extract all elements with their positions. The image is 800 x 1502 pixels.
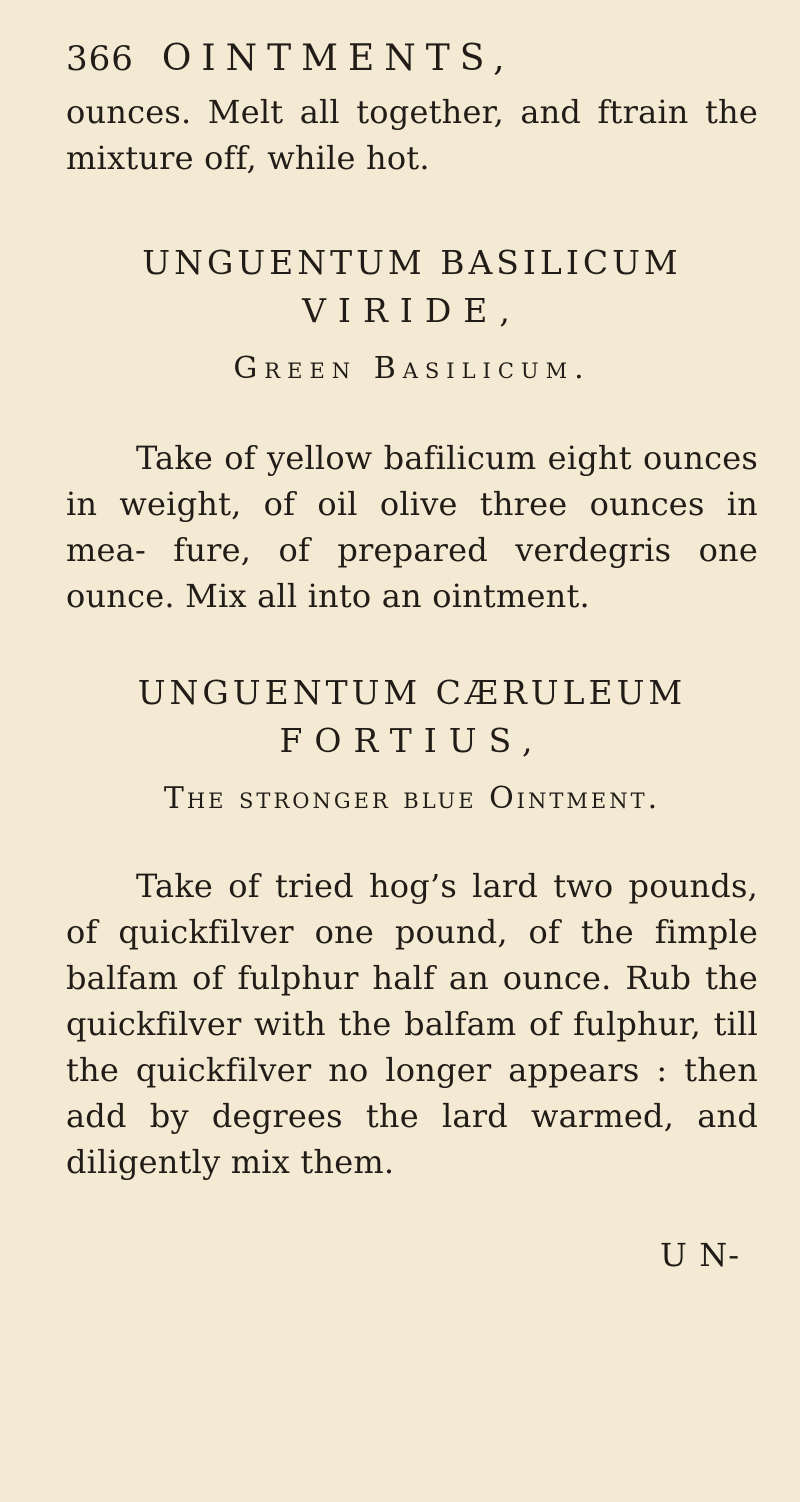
section-heading-caeruleum: [66, 669, 758, 821]
section-translation: Green Basilicum.: [233, 351, 591, 386]
section-title: UNGUENTUM CÆRULEUM: [137, 673, 687, 712]
recipe-paragraph: Take of tried hog’s lard two pounds, of quickfilver one pound, of the fimple balfam of fulphur half an ounce. Rub the quickfilver with the balfam of fulphur, till the quickfilver no longer appears : then add by degrees the lard warmed, and diligently mix them.: [66, 867, 758, 1181]
section-subtitle: VIRIDE,: [302, 291, 522, 330]
recipe-paragraph: Take of yellow bafilicum eight ounces in weight, of oil olive three ounces in mea- fure, of prepared verdegris one ounce. Mix all into an ointment.: [66, 439, 758, 615]
section-translation: The stronger blue Ointment.: [163, 781, 661, 816]
running-head: [66, 38, 758, 79]
continuation-paragraph: ounces. Melt all together, and ftrain the mixture off, while hot.: [66, 93, 758, 177]
catchword: U N-: [660, 1236, 740, 1274]
section-title: UNGUENTUM BASILICUM: [142, 243, 682, 282]
running-title: OINTMENTS,: [161, 38, 515, 79]
page-number: 366: [66, 39, 134, 79]
section-subtitle: FORTIUS,: [279, 721, 545, 760]
section-heading-basilicum: [66, 239, 758, 391]
